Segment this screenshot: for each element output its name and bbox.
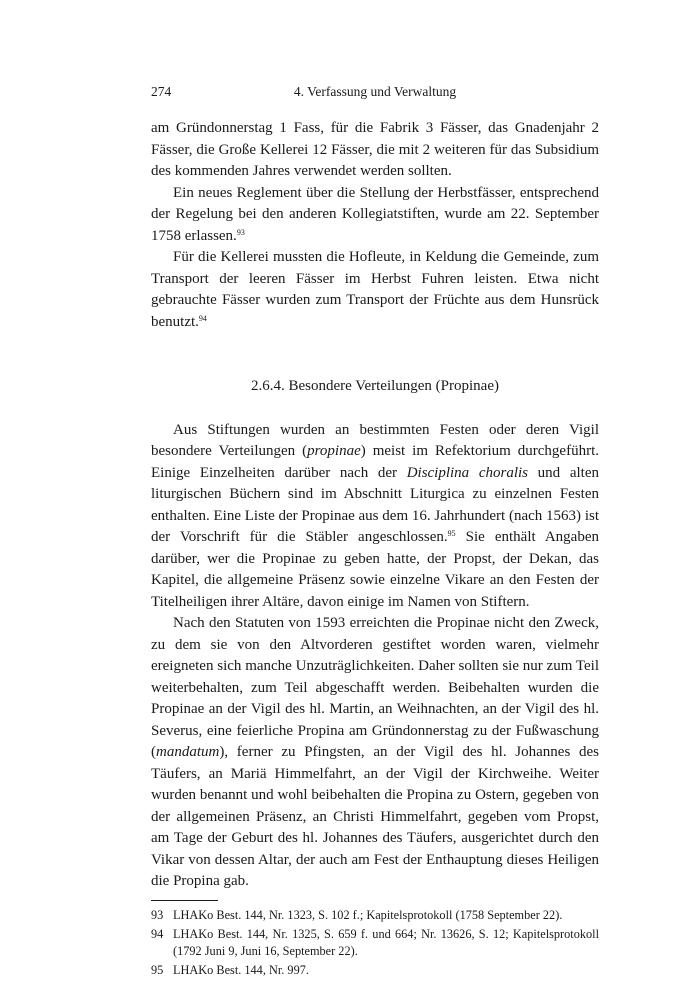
footnote-text: LHAKo Best. 144, Nr. 997.	[173, 962, 309, 977]
italic-term-mandatum: mandatum	[156, 744, 220, 760]
footnote-ref-94[interactable]: 94	[198, 313, 207, 323]
paragraph-text: Ein neues Reglement über die Stellung der Herbstfässer, entsprechend der Regelung bei den anderen Kollegiatstiften, wurde am 22. September 1758 erlassen.	[151, 184, 599, 244]
footnote-ref-95[interactable]: 95	[447, 529, 456, 538]
footnote-ref-93[interactable]: 93	[236, 227, 245, 237]
running-head	[151, 84, 599, 104]
footnote-number: 94	[151, 926, 164, 941]
footnote-text: LHAKo Best. 144, Nr. 1325, S. 659 f. und 664; Nr. 13626, S. 12; Kapitelsprotokoll (1792 Juni 9, Juni 16, September 22).	[173, 926, 599, 958]
footnote-text: LHAKo Best. 144, Nr. 1323, S. 102 f.; Kapitelsprotokoll (1758 September 22).	[173, 907, 563, 922]
text-run: und alten liturgischen Büchern sind im Abschnitt Liturgica zu einzelnen Festen enthalten. Eine Liste der Propinae aus dem 16. Jahrhundert (nach 1563) ist der Vorschrift für die Stäbler angeschlossen.	[151, 464, 599, 545]
footnote-number: 93	[151, 907, 164, 922]
paragraph-stiftungen	[151, 420, 599, 614]
text-run: Sie enthält Angaben darüber, wer die Propinae zu geben hatte, der Propst, der Dekan, das Kapitel, die allgemeine Präsenz sowie einzelne Vikare an den Festen der Titelheiligen ihrer Altäre, davon einige im Namen von Stiftern.	[151, 529, 599, 610]
paragraph-statuten	[151, 613, 599, 893]
paragraph-kellerei	[151, 247, 599, 333]
italic-title-disciplina-choralis: Disciplina choralis	[406, 464, 529, 481]
text-run: ) meist im Refektorium durchgeführt. Einige Einzelheiten darüber nach der	[151, 443, 599, 481]
italic-term-propinae: propinae	[307, 443, 361, 459]
main-text	[151, 118, 599, 893]
paragraph-reglement	[151, 183, 599, 248]
footnote-95	[151, 962, 599, 979]
text-run: Aus Stiftungen wurden an bestimmten Festen oder deren Vigil besondere Verteilungen (	[151, 421, 599, 459]
section-heading: 2.6.4. Besondere Verteilungen (Propinae)	[251, 378, 499, 394]
text-run: ), ferner zu Pfingsten, an der Vigil des hl. Johannes des Täufers, an Mariä Himmelfahrt, an der Vigil der Kirchweihe. Weiter wurden benannt und wohl beibehalten die Propina zu Ostern, gegeben von der allgemeinen Präsenz, an Christi Himmelfahrt, gegeben vom Propst, am Tage der Geburt des hl. Johannes des Täufers, ausgerichtet durch den Vikar von dessen Altar, der auch am Fest der Enthauptung dieses Heiligen die Propina gab.	[151, 744, 599, 889]
paragraph-text: Für die Kellerei mussten die Hofleute, in Keldung die Gemeinde, zum Transport der leeren Fässer im Herbst Fuhren leisten. Etwa nicht gebrauchte Fässer wurden zum Transport der Früchte aus dem Hunsrück benutzt.	[151, 249, 599, 330]
paragraph-continued	[151, 118, 599, 183]
footnote-94	[151, 926, 599, 960]
footnotes	[151, 907, 599, 979]
book-page	[151, 84, 599, 981]
page-number: 274	[151, 84, 172, 99]
footnote-93	[151, 907, 599, 924]
text-run: Nach den Statuten von 1593 erreichten die Propinae nicht den Zweck, zu dem sie von den Altvorderen gestiftet worden waren, vielmehr ereigneten sich manche Unzuträglichkeiten. Daher sollten sie nur zum Teil weiterbehalten, zum Teil abgeschafft werden. Beibehalten wurden die Propinae an der Vigil des hl. Martin, an Weihnachten, an der Vigil des hl. Severus, eine feierliche Propina am Gründonnerstag zu der Fußwaschung (	[151, 615, 599, 760]
chapter-title: 4. Verfassung und Verwaltung	[293, 84, 457, 99]
footnote-divider	[151, 900, 218, 901]
paragraph-text: am Gründonnerstag 1 Fass, für die Fabrik 3 Fässer, das Gnadenjahr 2 Fässer, die Große Kellerei 12 Fässer, die mit 2 weiteren für das Subsidium des kommenden Jahres verwendet werden sollten.	[151, 120, 599, 179]
footnote-number: 95	[151, 962, 164, 977]
